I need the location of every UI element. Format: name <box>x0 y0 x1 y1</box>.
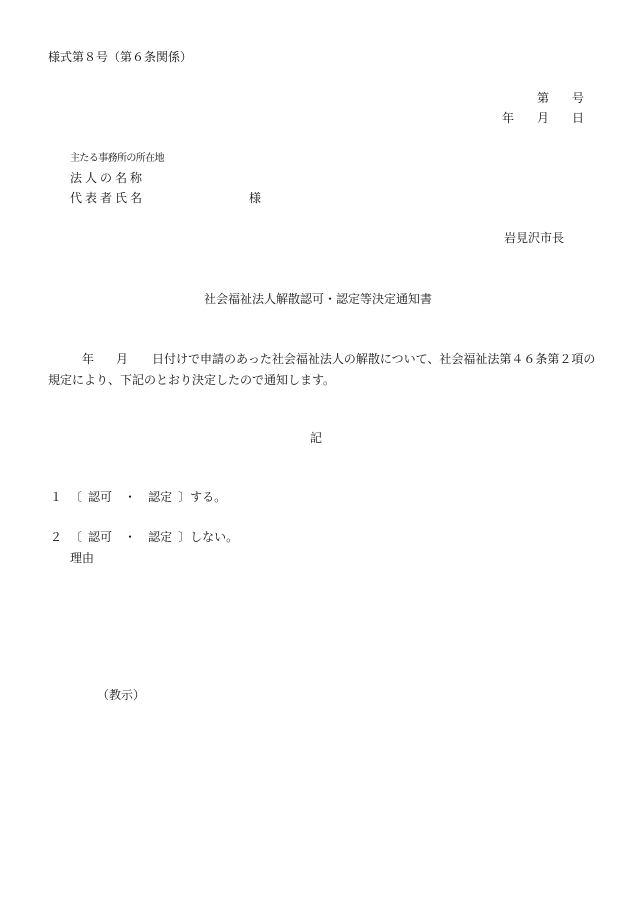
item-2-opt1: 認可 <box>88 530 113 544</box>
item-1-number: １ <box>50 490 63 504</box>
item-2-sep: ・ <box>124 530 137 544</box>
body-line1-rest: 日付けで申請のあった社会福祉法人の解散について、社会福祉法第４６条第２項の <box>152 352 596 366</box>
body-line-2: 規定により、下記のとおり決定したので通知します。 <box>48 373 336 387</box>
body-line-1 <box>48 349 596 370</box>
instruction-label: （教示） <box>97 688 146 702</box>
number-dai: 第 <box>537 91 550 105</box>
form-number: 様式第８号（第６条関係） <box>48 50 193 64</box>
item-1-suffix: する。 <box>190 490 227 504</box>
item-1-opt1: 認可 <box>88 490 113 504</box>
body-year: 年 <box>82 352 95 366</box>
item-2-number: ２ <box>50 530 63 544</box>
ki-heading: 記 <box>310 431 323 445</box>
item-1-sep: ・ <box>124 490 137 504</box>
reason-label: 理由 <box>70 551 95 565</box>
item-2 <box>50 530 238 544</box>
item-2-open: 〔 <box>70 530 83 544</box>
date-month: 月 <box>537 111 550 125</box>
issuer: 岩見沢市長 <box>504 231 565 245</box>
body-paragraph <box>48 349 596 391</box>
item-1-open: 〔 <box>70 490 83 504</box>
document-title: 社会福祉法人解散認可・認定等決定通知書 <box>204 292 433 306</box>
item-1-opt2: 認定 <box>148 490 173 504</box>
item-2-close: 〕 <box>178 530 191 544</box>
office-location-label: 主たる事務所の所在地 <box>70 153 164 164</box>
item-1 <box>50 490 226 504</box>
date-year: 年 <box>502 111 515 125</box>
item-2-suffix: しない。 <box>190 530 239 544</box>
item-1-close: 〕 <box>178 490 191 504</box>
item-2-opt2: 認定 <box>148 530 173 544</box>
honorific: 様 <box>249 191 262 205</box>
number-go: 号 <box>572 91 585 105</box>
date-day: 日 <box>572 111 585 125</box>
body-month: 月 <box>116 352 129 366</box>
rep-name-label: 代表者氏名 <box>70 191 146 205</box>
corp-name-label: 法人の名称 <box>70 171 146 185</box>
